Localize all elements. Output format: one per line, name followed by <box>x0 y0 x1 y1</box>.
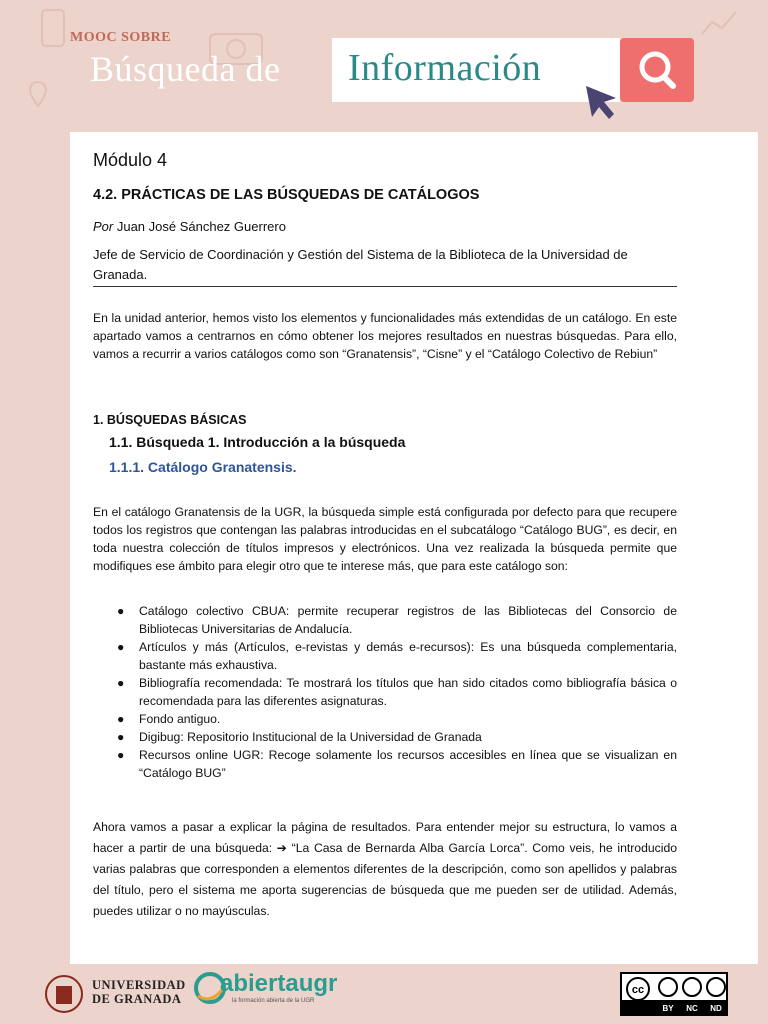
svg-text:ND: ND <box>710 1004 722 1013</box>
section-heading: 4.2. PRÁCTICAS DE LAS BÚSQUEDAS DE CATÁLOGOS <box>93 187 480 203</box>
heading-busqueda-1: 1.1. Búsqueda 1. Introducción a la búsqueda <box>109 434 406 450</box>
bullet-icon: ● <box>117 604 125 618</box>
heading-busquedas-basicas: 1. BÚSQUEDAS BÁSICAS <box>93 413 247 427</box>
bullet-icon: ● <box>117 730 125 744</box>
list-item: ● Artículos y más (Artículos, e-revistas y demás e-recursos): Es una búsqueda complementaria, bastante más exhaustiva. <box>117 640 677 672</box>
results-paragraph: Ahora vamos a pasar a explicar la página de resultados. Para entender mejor su estructura, lo vamos a hacer a partir de una búsqueda: ➔ “La Casa de Bernarda Alba García Lorca”. Como veis, he introducido varias palabras que corresponden a elementos diferentes de la descripción, como son apellidos y palabras del título, pero el sistema me aporta sugerencias de búsqueda que me pueden ser de utilidad. Además, puedes utilizar o no mayúsculas. <box>93 820 677 918</box>
chart-icon <box>700 8 740 38</box>
author-name: Juan José Sánchez Guerrero <box>113 219 286 234</box>
ugr-wordmark: UNIVERSIDAD DE GRANADA <box>92 978 186 1006</box>
phone-icon <box>40 8 66 48</box>
title-busqueda: Búsqueda de <box>90 49 281 89</box>
svg-text:cc: cc <box>631 984 645 996</box>
divider <box>93 286 677 287</box>
location-pin-icon <box>28 80 48 108</box>
cc-license-badge <box>620 972 728 1016</box>
svg-text:NC: NC <box>686 1004 698 1013</box>
intro-paragraph: En la unidad anterior, hemos visto los elementos y funcionalidades más extendidas de un catálogo. En este apartado vamos a centrarnos en cómo obtener los mejores resultados en nuestras búsquedas. Para ello, vamos a recurrir a varios catálogos como son “Granatensis”, “Cisne” y el “Catálogo Colectivo de Rebiun” <box>93 311 677 361</box>
search-button <box>620 38 694 102</box>
document-page <box>70 132 758 964</box>
heading-catalogo-granatensis: 1.1.1. Catálogo Granatensis. <box>109 459 297 475</box>
header-banner <box>0 0 768 132</box>
bullet-icon: ● <box>117 640 125 654</box>
author-role: Jefe de Servicio de Coordinación y Gestión del Sistema de la Biblioteca de la Universidad de Granada. <box>93 247 628 282</box>
mooc-label: MOOC SOBRE <box>70 30 172 45</box>
bullet-icon: ● <box>117 748 125 762</box>
ugr-crest-icon <box>42 974 86 1014</box>
list-item: ● Catálogo colectivo CBUA: permite recuperar registros de las Bibliotecas del Consorcio de Bibliotecas Universitarias de Andalucía. <box>117 604 677 636</box>
list-item: ● Digibug: Repositorio Institucional de la Universidad de Granada <box>117 730 482 744</box>
list-item: ● Fondo antiguo. <box>117 712 221 726</box>
search-icon <box>620 38 694 102</box>
bullet-icon: ● <box>117 712 125 726</box>
footer <box>0 964 768 1024</box>
svg-text:BY: BY <box>662 1004 674 1013</box>
abiertaugr-text: abiertaugr <box>220 970 338 997</box>
author-prefix: Por <box>93 219 114 234</box>
list-item: ● Recursos online UGR: Recoge solamente los recursos accesibles en línea que se visualizan en “Catálogo BUG” <box>117 748 677 780</box>
abiertaugr-tagline: la formación abierta de la UGR <box>232 998 315 1004</box>
bullet-icon: ● <box>117 676 125 690</box>
cursor-icon <box>582 82 620 122</box>
catalog-list <box>93 602 677 782</box>
list-item: ● Bibliografía recomendada: Te mostrará los títulos que han sido citados como bibliografía básica o recomendada para las diferentes asignaturas. <box>117 676 677 708</box>
granatensis-paragraph: En el catálogo Granatensis de la UGR, la búsqueda simple está configurada por defecto para que recupere todos los registros que contengan las palabras introducidas en el subcatálogo “Catálogo BUG”, es decir, en toda nuestra colección de títulos impresos y electrónicos. Una vez realizada la búsqueda permite que modifiques ese ámbito para elegir otro que te interese más, que para este catálogo son: <box>93 505 677 573</box>
title-informacion: Información <box>348 47 542 89</box>
module-title: Módulo 4 <box>93 150 168 170</box>
cc-license-icon <box>622 974 726 1014</box>
author-line <box>93 219 286 234</box>
